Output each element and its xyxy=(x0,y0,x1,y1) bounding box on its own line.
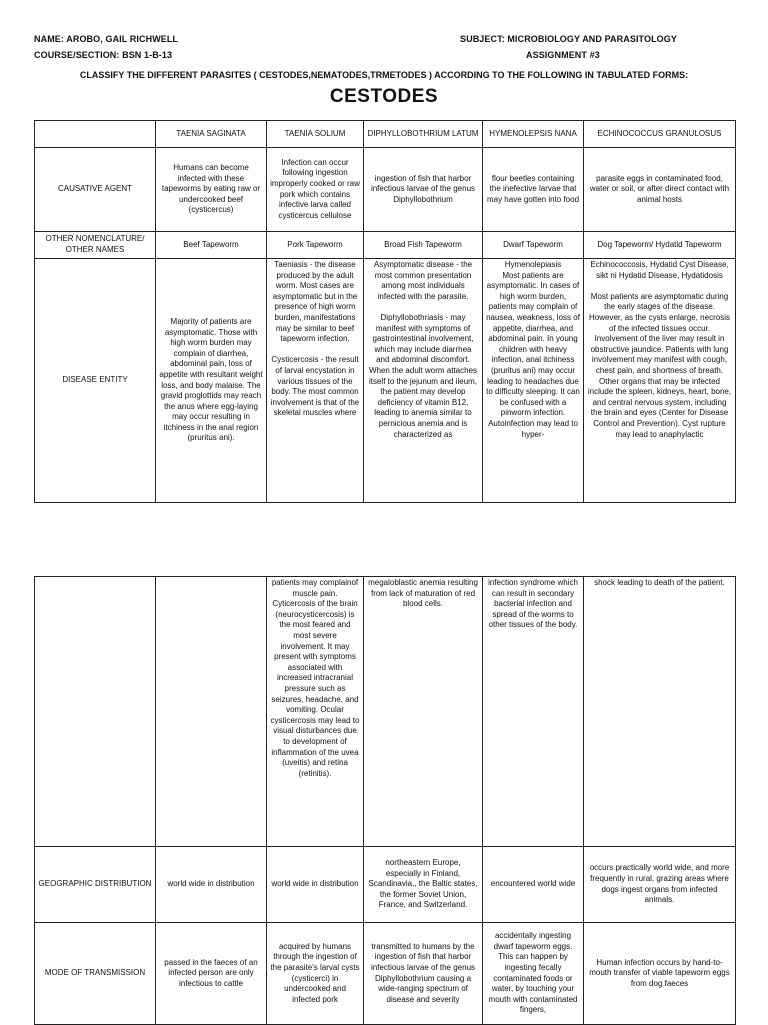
table-cell: occurs practically world wide, and more frequently in rural, grazing areas where dogs ingest organs from infected animals. xyxy=(584,847,736,923)
table-cell: Pork Tapeworm xyxy=(267,232,364,259)
page-title: CESTODES xyxy=(329,86,439,107)
subject: SUBJECT: MICROBIOLOGY AND PARASITOLOGY xyxy=(460,34,677,44)
table-row xyxy=(35,847,736,923)
cestodes-table-part-1 xyxy=(34,120,736,503)
table-cell: Asymptomatic disease - the most common presentation among most individuals infected with the parasite. Diphyllobothriasis - may manifest with symptoms of gastrointestinal involvement, which may include diarrhea and abdominal discomfort. When the adult worm attaches itself to the jejunum and ileum, the patient may develop deficiency of vitamin B12, leading to anemia similar to pernicious anemia and is characterized as xyxy=(364,259,483,503)
table-cell: patients may complainof muscle pain. Cyticercosis of the brain (neurocysticercosis) is the most feared and most severe involvement. It may present with symptoms associated with increased intracranial pressure such as seizures, headache, and vomiting. Ocular cysticercosis may lead to visual disturbances due to development of inflammation of the uvea (uveitis) and retina (retinitis). xyxy=(267,577,364,847)
table-cell: Beef Tapeworm xyxy=(156,232,267,259)
table-cell: Broad Fish Tapeworm xyxy=(364,232,483,259)
table-cell: encountered world wide xyxy=(483,847,584,923)
row-label-disease-entity-continued xyxy=(35,577,156,847)
table-cell: world wide in distribution xyxy=(267,847,364,923)
table-cell: megaloblastic anemia resulting from lack of maturation of red blood cells. xyxy=(364,577,483,847)
table-cell: Infection can occur following ingestion improperly cooked or raw pork which contains infective larva called cysticercus cellulose xyxy=(267,148,364,232)
row-label-geographic-distribution: GEOGRAPHIC DISTRIBUTION xyxy=(35,847,156,923)
row-label-other-names: OTHER NOMENCLATURE/ OTHER NAMES xyxy=(35,232,156,259)
assignment-number: ASSIGNMENT #3 xyxy=(526,50,600,60)
row-label-disease-entity: DISEASE ENTITY xyxy=(35,259,156,503)
row-label-mode-of-transmission: MODE OF TRANSMISSION xyxy=(35,923,156,1025)
col-header-taenia-solium: TAENIA SOLIUM xyxy=(267,121,364,148)
header-row xyxy=(35,121,736,148)
row-label-causative-agent: CAUSATIVE AGENT xyxy=(35,148,156,232)
table-cell: Majority of patients are asymptomatic. Those with high worm burden may complain of diarrhea, abdominal pain, loss of appetite with resultant weight loss, and body malaise. The gravid proglottids may reach the anus where egg-laying may occur resulting in itchiness in the anal region (pruritus ani). xyxy=(156,259,267,503)
table-cell: ingestion of fish that harbor infectious larvae of the genus Diphyllobothrium xyxy=(364,148,483,232)
table-cell: Humans can become infected with these tapeworms by eating raw or undercooked beef (cysticercus) xyxy=(156,148,267,232)
student-name: NAME: AROBO, GAIL RICHWELL xyxy=(34,34,179,44)
table-cell: Hymenolepiasis Most patients are asymptomatic. In cases of high worm burden, patients may complain of nausea, weakness, loss of appetite, diarrhea, and abdominal pain. In young children with heavy infection, anal itchiness (pruritus ani) may occur leading to headaches due to difficulty sleeping. It can be confused with a pinworm infection. Autoinfection may lead to hyper- xyxy=(483,259,584,503)
table-cell: shock leading to death of the patient. xyxy=(584,577,736,847)
course-section: COURSE/SECTION: BSN 1-B-13 xyxy=(34,50,173,60)
cestodes-table-part-2 xyxy=(34,576,736,1025)
table-cell: accidentally ingesting dwarf tapeworm eggs. This can happen by ingesting fecally contaminated foods or water, by touching your mouth with contaminated fingers, xyxy=(483,923,584,1025)
table-cell: transmitted to humans by the ingestion of fish that harbor infectious larvae of the genus Diphyllobothrium causing a wide-ranging spectrum of disease and severity xyxy=(364,923,483,1025)
table-row xyxy=(35,148,736,232)
table-cell: Human infection occurs by hand-to-mouth transfer of viable tapeworm eggs from dog faeces xyxy=(584,923,736,1025)
table-row xyxy=(35,577,736,847)
table-cell: acquired by humans through the ingestion of the parasite's larval cysts (cysticerci) in undercooked and infected pork xyxy=(267,923,364,1025)
corner-cell xyxy=(35,121,156,148)
table-cell: parasite eggs in contaminated food, water or soil, or after direct contact with animal hosts xyxy=(584,148,736,232)
table-cell: Dwarf Tapeworm xyxy=(483,232,584,259)
table-cell: flour beetles containing the inefective larvae that may have gotten into food xyxy=(483,148,584,232)
table-cell: northeastern Europe, especially in Finland, Scandinavia,, the Baltic states, the former Soviet Union, France, and Switzerland. xyxy=(364,847,483,923)
col-header-echinococcus-granulosus: ECHINOCOCCUS GRANULOSUS xyxy=(584,121,736,148)
table-row xyxy=(35,232,736,259)
col-header-hymenolepsis-nana: HYMENOLEPSIS NANA xyxy=(483,121,584,148)
table-cell xyxy=(156,577,267,847)
table-cell: Taeniasis - the disease produced by the adult worm. Most cases are asymptomatic but in the presence of high worm burden, manifestations may be similar to beef tapeworm infection. Cysticercosis - the result of larval encystation in various tissues of the body. The most common involvement is that of the skeletal muscles where xyxy=(267,259,364,503)
col-header-taenia-saginata: TAENIA SAGINATA xyxy=(156,121,267,148)
table-cell: Dog Tapeworm/ Hydatid Tapeworm xyxy=(584,232,736,259)
col-header-diphyllobothrium-latum: DIPHYLLOBOTHRIUM LATUM xyxy=(364,121,483,148)
instruction-text: CLASSIFY THE DIFFERENT PARASITES ( CESTODES,NEMATODES,TRMETODES ) ACCORDING TO THE FOLLOWING IN TABULATED FORMS: xyxy=(79,70,689,80)
table-cell: Echinococcosis, Hydatid Cyst Disease, sikt ni Hydatid Disease, Hydatidosis Most patients are asymptomatic during the early stages of the disease. However, as the cysts enlarge, necrosis of the infected tissues occur. Involvement of the liver may result in obstructive jaundice. Patients with lung involvement may manifest with cough, chest pain, and shortness of breath. Other organs that may be infected include the spleen, kidneys, heart, bone, and central nervous system, including the brain and eyes (Center for Disease Control and Prevention). Cyst rupture may lead to anaphylactic xyxy=(584,259,736,503)
table-cell: passed in the faeces of an infected person are only infectious to cattle xyxy=(156,923,267,1025)
table-cell: world wide in distribution xyxy=(156,847,267,923)
table-row xyxy=(35,923,736,1025)
table-row xyxy=(35,259,736,503)
table-cell: infection syndrome which can result in secondary bacterial infection and spread of the worms to other tissues of the body. xyxy=(483,577,584,847)
